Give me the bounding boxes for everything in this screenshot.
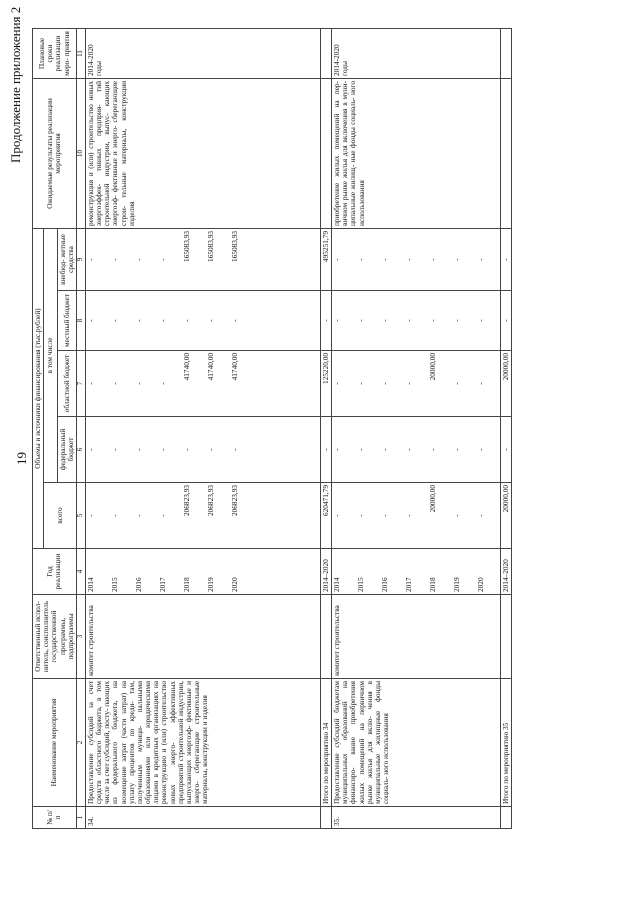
extrabudget-cell: -	[380, 228, 404, 290]
empty-cell	[501, 78, 512, 228]
local-cell: -	[320, 291, 331, 351]
local-cell: -	[404, 291, 428, 351]
total-cell: 206823,93	[182, 483, 206, 549]
total-cell: 206823,93	[206, 483, 230, 549]
extrabudget-cell: -	[110, 228, 134, 290]
measure-34-number: 34.	[85, 807, 320, 829]
extrabudget-cell: -	[452, 228, 476, 290]
regional-cell: -	[332, 351, 357, 417]
measure-34-executor: комитет строительства	[85, 595, 320, 679]
table-row	[85, 28, 110, 828]
year-cell: 2014	[332, 549, 357, 595]
regional-cell: -	[134, 351, 158, 417]
federal-cell: -	[452, 417, 476, 483]
col-number: 7	[76, 351, 85, 417]
header-extrabudget: внебюд- жетные средства	[57, 228, 76, 290]
col-number: 6	[76, 417, 85, 483]
header-year: Год реализации	[33, 549, 77, 595]
total-cell: -	[332, 483, 357, 549]
measure-35-deadline: 2014-2020 годы	[332, 28, 501, 78]
total-cell: -	[134, 483, 158, 549]
header-name: Наименование мероприятия	[33, 679, 77, 807]
federal-cell: -	[356, 417, 380, 483]
regional-cell: -	[85, 351, 110, 417]
appendix-title: Продолжение приложения 2	[8, 6, 23, 163]
regional-cell: 20000,00	[501, 351, 512, 417]
local-cell: -	[134, 291, 158, 351]
year-cell: 2017	[158, 549, 182, 595]
federal-cell: -	[380, 417, 404, 483]
empty-cell	[501, 28, 512, 78]
col-number: 11	[76, 28, 85, 78]
total-cell: 20000,00	[428, 483, 452, 549]
empty-cell	[320, 78, 331, 228]
empty-cell	[501, 595, 512, 679]
total-cell: -	[476, 483, 501, 549]
total-cell: -	[452, 483, 476, 549]
col-number: 9	[76, 228, 85, 290]
total-cell: -	[380, 483, 404, 549]
subtotal-row	[501, 28, 512, 828]
extrabudget-cell: -	[404, 228, 428, 290]
year-cell: 2019	[206, 549, 230, 595]
local-cell: -	[501, 291, 512, 351]
federal-cell: -	[501, 417, 512, 483]
local-cell: -	[332, 291, 357, 351]
header-federal: федеральный бюджет	[57, 417, 76, 483]
col-number: 3	[76, 595, 85, 679]
extrabudget-cell: -	[356, 228, 380, 290]
year-cell: 2020	[230, 549, 321, 595]
federal-cell: -	[476, 417, 501, 483]
subtotal-label: Итого по мероприятию 35	[501, 679, 512, 807]
measure-35-number: 35.	[332, 807, 501, 829]
extrabudget-cell: -	[501, 228, 512, 290]
total-cell: -	[110, 483, 134, 549]
header-executor: Ответственный испол- нитель, соисполнитель государственной программы, подпрограммы	[33, 595, 77, 679]
extrabudget-cell: 165083,93	[230, 228, 321, 290]
regional-cell: 20000,00	[428, 351, 452, 417]
column-numbers-row	[76, 28, 85, 828]
extrabudget-cell: -	[85, 228, 110, 290]
col-number: 5	[76, 483, 85, 549]
local-cell: -	[230, 291, 321, 351]
local-cell: -	[182, 291, 206, 351]
regional-cell: 125220,00	[320, 351, 331, 417]
extrabudget-cell: 165083,93	[182, 228, 206, 290]
total-cell: -	[356, 483, 380, 549]
header-local: местный бюджет	[57, 291, 76, 351]
measure-35-name: Предоставление субсидий бюджетам муниципальных образований на финансиро- вание приобретения жилых помещений на первичном рынке жилья для вклю- чения в муниципальные жилищные фонды социаль- ного использования	[332, 679, 501, 807]
federal-cell: -	[85, 417, 110, 483]
subtotal-label: Итого по мероприятию 34	[320, 679, 331, 807]
local-cell: -	[356, 291, 380, 351]
year-cell: 2020	[476, 549, 501, 595]
header-results: Ожидаемые результаты реализации мероприятия	[33, 78, 77, 228]
col-number: 4	[76, 549, 85, 595]
regional-cell: 41740,00	[230, 351, 321, 417]
total-cell: -	[85, 483, 110, 549]
measure-34-result: реконструкция и (или) строительство новых энергоэффек- тивных предприя- тий строительной индустрии, выпус- кающих энергоэф- фективные и энерго- сберегающие строи- тельные материалы, конструкции изделия	[85, 78, 320, 228]
regional-cell: -	[380, 351, 404, 417]
regional-cell: -	[452, 351, 476, 417]
header-total: всего	[44, 483, 77, 549]
measure-34-name: Предоставление субсидий за счет средств областного бюджета, в том числе за счет субсидий, посту- пающих из федерального бюджета, на возмещение затрат (части затрат) на уплату процентов по креди- там, полученным муници- пальными образованиями или юридическими лицами в кредитных организациях на реконструкцию и (или) строительство новых энерго- эффективных предприятий строительной индустрии, выпускающих энергоэф- фективные и энерго- сберегающие строительные материалы, конструкции и изделия	[85, 679, 320, 807]
extrabudget-cell: 165083,93	[206, 228, 230, 290]
local-cell: -	[476, 291, 501, 351]
empty-cell	[501, 807, 512, 829]
total-cell: -	[158, 483, 182, 549]
regional-cell: 41740,00	[182, 351, 206, 417]
federal-cell: -	[206, 417, 230, 483]
local-cell: -	[452, 291, 476, 351]
federal-cell: -	[428, 417, 452, 483]
extrabudget-cell: 495251,79	[320, 228, 331, 290]
federal-cell: -	[134, 417, 158, 483]
year-cell: 2014–2020	[320, 549, 331, 595]
col-number: 1	[76, 807, 85, 829]
total-cell: 20000,00	[501, 483, 512, 549]
extrabudget-cell: -	[134, 228, 158, 290]
header-deadline: Плановые сроки реализации меро- приятия	[33, 28, 77, 78]
regional-cell: -	[110, 351, 134, 417]
col-number: 8	[76, 291, 85, 351]
empty-cell	[320, 595, 331, 679]
financing-table	[32, 28, 512, 829]
header-financing: Объемы и источники финансирования (тыс.рублей)	[33, 228, 44, 548]
empty-cell	[320, 807, 331, 829]
local-cell: -	[158, 291, 182, 351]
federal-cell: -	[320, 417, 331, 483]
year-cell: 2014	[85, 549, 110, 595]
subtotal-row	[320, 28, 331, 828]
measure-35-result: приобретение жилых помещений на пер- вичном рынке жилья для включения в муни- ципальные жилищ- ные фонды социаль- ного использования	[332, 78, 501, 228]
federal-cell: -	[230, 417, 321, 483]
year-cell: 2019	[452, 549, 476, 595]
federal-cell: -	[404, 417, 428, 483]
measure-34-deadline: 2014-2020 годы	[85, 28, 320, 78]
federal-cell: -	[182, 417, 206, 483]
total-cell: 206823,93	[230, 483, 321, 549]
local-cell: -	[110, 291, 134, 351]
year-cell: 2018	[428, 549, 452, 595]
regional-cell: -	[158, 351, 182, 417]
col-number: 2	[76, 679, 85, 807]
table-row	[332, 28, 357, 828]
regional-cell: -	[404, 351, 428, 417]
regional-cell: -	[476, 351, 501, 417]
year-cell: 2017	[404, 549, 428, 595]
local-cell: -	[85, 291, 110, 351]
measure-35-executor: комитет строительства	[332, 595, 501, 679]
header-including: в том числе	[44, 228, 57, 482]
extrabudget-cell: -	[332, 228, 357, 290]
year-cell: 2018	[182, 549, 206, 595]
page-number: 19	[14, 452, 29, 465]
regional-cell: -	[356, 351, 380, 417]
header-regional: областной бюджет	[57, 351, 76, 417]
year-cell: 2015	[110, 549, 134, 595]
total-cell: -	[404, 483, 428, 549]
col-number: 10	[76, 78, 85, 228]
total-cell: 620471,79	[320, 483, 331, 549]
year-cell: 2014–2020	[501, 549, 512, 595]
extrabudget-cell: -	[476, 228, 501, 290]
year-cell: 2016	[380, 549, 404, 595]
header-num: № п/п	[33, 807, 77, 829]
federal-cell: -	[158, 417, 182, 483]
regional-cell: 41740,00	[206, 351, 230, 417]
year-cell: 2016	[134, 549, 158, 595]
federal-cell: -	[110, 417, 134, 483]
local-cell: -	[428, 291, 452, 351]
empty-cell	[320, 28, 331, 78]
extrabudget-cell: -	[428, 228, 452, 290]
extrabudget-cell: -	[158, 228, 182, 290]
local-cell: -	[380, 291, 404, 351]
year-cell: 2015	[356, 549, 380, 595]
federal-cell: -	[332, 417, 357, 483]
local-cell: -	[206, 291, 230, 351]
